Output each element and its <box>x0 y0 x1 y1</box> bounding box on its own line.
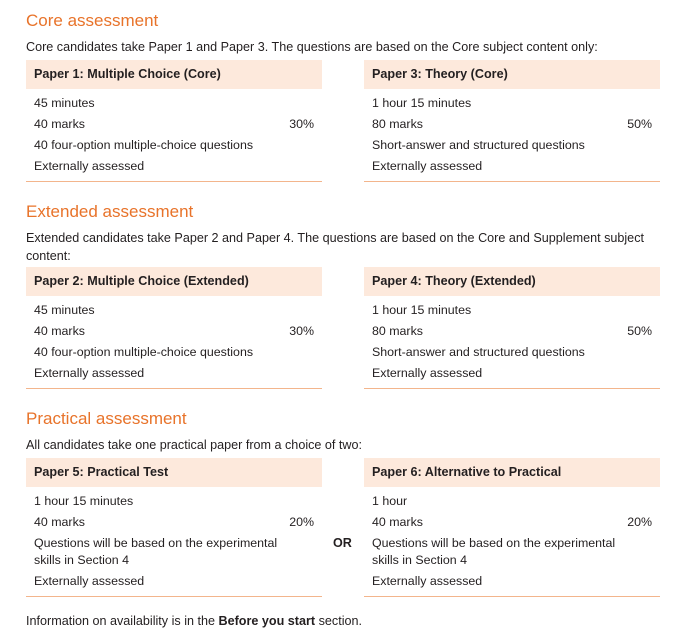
paper-5-header: Paper 5: Practical Test <box>26 458 322 487</box>
paper-5-card <box>26 458 322 597</box>
paper-2-body <box>26 296 322 388</box>
paper-3-duration: 1 hour 15 minutes <box>372 96 472 110</box>
extended-section-title: Extended assessment <box>26 202 194 221</box>
paper-3-description: Short-answer and structured questions <box>372 138 585 152</box>
paper-3-marks: 80 marks <box>372 117 423 131</box>
paper-6-card <box>364 458 660 597</box>
paper-2-assessed: Externally assessed <box>34 366 145 380</box>
paper-5-assessed: Externally assessed <box>34 574 145 588</box>
paper-4-marks: 80 marks <box>372 324 423 338</box>
paper-6-duration: 1 hour <box>372 494 408 508</box>
paper-5-weight: 20% <box>289 515 314 529</box>
paper-5-body <box>26 487 322 596</box>
paper-2-marks: 40 marks <box>34 324 85 338</box>
availability-note <box>26 612 362 630</box>
paper-2-header: Paper 2: Multiple Choice (Extended) <box>26 267 322 296</box>
paper-4-body <box>364 296 660 388</box>
paper-3-assessed: Externally assessed <box>372 159 483 173</box>
paper-3-card <box>364 60 660 182</box>
paper-1-weight: 30% <box>289 117 314 131</box>
paper-4-assessed: Externally assessed <box>372 366 483 380</box>
paper-3-weight: 50% <box>627 117 652 131</box>
availability-note-suffix: section. <box>315 614 362 628</box>
paper-3-header: Paper 3: Theory (Core) <box>364 60 660 89</box>
practical-intro: All candidates take one practical paper from a choice of two: <box>26 438 363 452</box>
before-you-start-reference: Before you start <box>218 614 316 628</box>
paper-1-header: Paper 1: Multiple Choice (Core) <box>26 60 322 89</box>
paper-4-weight: 50% <box>627 324 652 338</box>
paper-6-marks: 40 marks <box>372 515 423 529</box>
paper-6-header: Paper 6: Alternative to Practical <box>364 458 660 487</box>
paper-1-duration: 45 minutes <box>34 96 95 110</box>
extended-intro: Extended candidates take Paper 2 and Paper 4. The questions are based on the Core and Supplement subject content: <box>26 231 644 263</box>
practical-section-title: Practical assessment <box>26 409 187 428</box>
paper-5-description: Questions will be based on the experimental skills in Section 4 <box>34 536 278 567</box>
core-section-title: Core assessment <box>26 11 159 30</box>
paper-4-card <box>364 267 660 389</box>
paper-5-marks: 40 marks <box>34 515 85 529</box>
paper-3-body <box>364 89 660 181</box>
paper-2-description: 40 four-option multiple-choice questions <box>34 345 254 359</box>
paper-2-card <box>26 267 322 389</box>
paper-4-description: Short-answer and structured questions <box>372 345 585 359</box>
paper-6-description: Questions will be based on the experimental skills in Section 4 <box>372 536 616 567</box>
paper-6-body <box>364 487 660 596</box>
paper-1-card <box>26 60 322 182</box>
or-label: OR <box>333 536 352 550</box>
paper-1-marks: 40 marks <box>34 117 85 131</box>
paper-2-weight: 30% <box>289 324 314 338</box>
paper-1-description: 40 four-option multiple-choice questions <box>34 138 254 152</box>
paper-4-duration: 1 hour 15 minutes <box>372 303 472 317</box>
paper-6-weight: 20% <box>627 515 652 529</box>
paper-5-duration: 1 hour 15 minutes <box>34 494 134 508</box>
paper-6-assessed: Externally assessed <box>372 574 483 588</box>
core-intro: Core candidates take Paper 1 and Paper 3. The questions are based on the Core subject content only: <box>26 40 598 54</box>
paper-1-assessed: Externally assessed <box>34 159 145 173</box>
availability-note-prefix: Information on availability is in the <box>26 614 219 628</box>
paper-2-duration: 45 minutes <box>34 303 95 317</box>
paper-4-header: Paper 4: Theory (Extended) <box>364 267 660 296</box>
paper-1-body <box>26 89 322 181</box>
